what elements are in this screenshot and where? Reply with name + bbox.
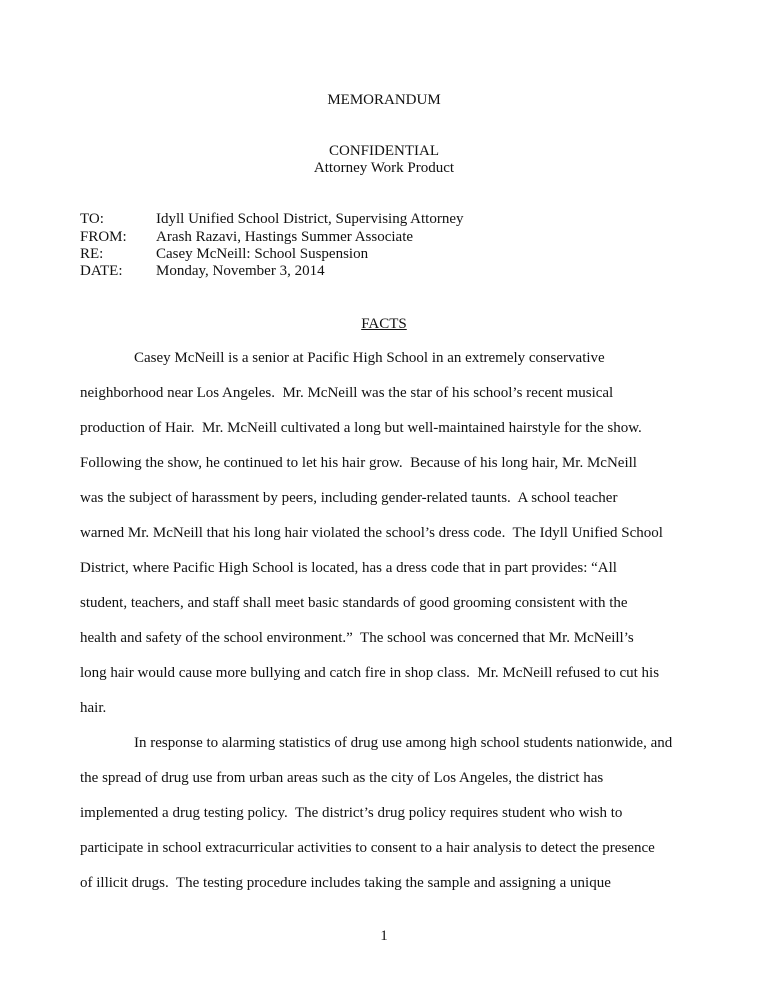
facts-line: the spread of drug use from urban areas such as the city of Los Angeles, the district has: [80, 770, 604, 786]
facts-line: In response to alarming statistics of drug use among high school students nationwide, and: [134, 735, 673, 751]
facts-heading: FACTS: [361, 316, 407, 332]
confidential-label: CONFIDENTIAL: [329, 143, 439, 159]
facts-line: neighborhood near Los Angeles. Mr. McNeill was the star of his school’s recent musical: [80, 385, 614, 401]
facts-line: health and safety of the school environment.” The school was concerned that Mr. McNeill’s: [80, 630, 634, 646]
header-to-row: [80, 211, 463, 228]
page-number: 1: [380, 928, 388, 944]
memo-title: MEMORANDUM: [327, 92, 441, 108]
header-date-label: DATE:: [80, 263, 123, 279]
header-re-row: [80, 246, 368, 263]
facts-line: warned Mr. McNeill that his long hair violated the school’s dress code. The Idyll Unified School: [80, 525, 663, 541]
header-date-value: Monday, November 3, 2014: [156, 263, 325, 279]
header-from-label: FROM:: [80, 229, 127, 245]
facts-line: of illicit drugs. The testing procedure includes taking the sample and assigning a unique: [80, 875, 611, 891]
facts-line: production of Hair. Mr. McNeill cultivated a long but well-maintained hairstyle for the show.: [80, 420, 642, 436]
facts-line: Casey McNeill is a senior at Pacific High School in an extremely conservative: [134, 350, 605, 366]
facts-line: long hair would cause more bullying and catch fire in shop class. Mr. McNeill refused to cut his: [80, 665, 660, 681]
header-re-label: RE:: [80, 246, 104, 262]
facts-line: participate in school extracurricular activities to consent to a hair analysis to detect the presence: [80, 840, 655, 856]
header-date-row: [80, 263, 325, 280]
header-to-label: TO:: [80, 211, 104, 227]
facts-line: hair.: [80, 700, 107, 716]
header-from-value: Arash Razavi, Hastings Summer Associate: [156, 229, 414, 245]
facts-line: implemented a drug testing policy. The district’s drug policy requires student who wish to: [80, 805, 623, 821]
facts-line: Following the show, he continued to let his hair grow. Because of his long hair, Mr. McNeill: [80, 455, 637, 471]
facts-line: student, teachers, and staff shall meet basic standards of good grooming consistent with the: [80, 595, 628, 611]
header-to-value: Idyll Unified School District, Supervising Attorney: [156, 211, 464, 227]
header-from-row: [80, 229, 413, 246]
header-re-value: Casey McNeill: School Suspension: [156, 246, 369, 262]
work-product-label: Attorney Work Product: [313, 160, 455, 176]
facts-line: District, where Pacific High School is located, has a dress code that in part provides: “All: [80, 560, 617, 576]
facts-line: was the subject of harassment by peers, including gender-related taunts. A school teacher: [80, 490, 618, 506]
